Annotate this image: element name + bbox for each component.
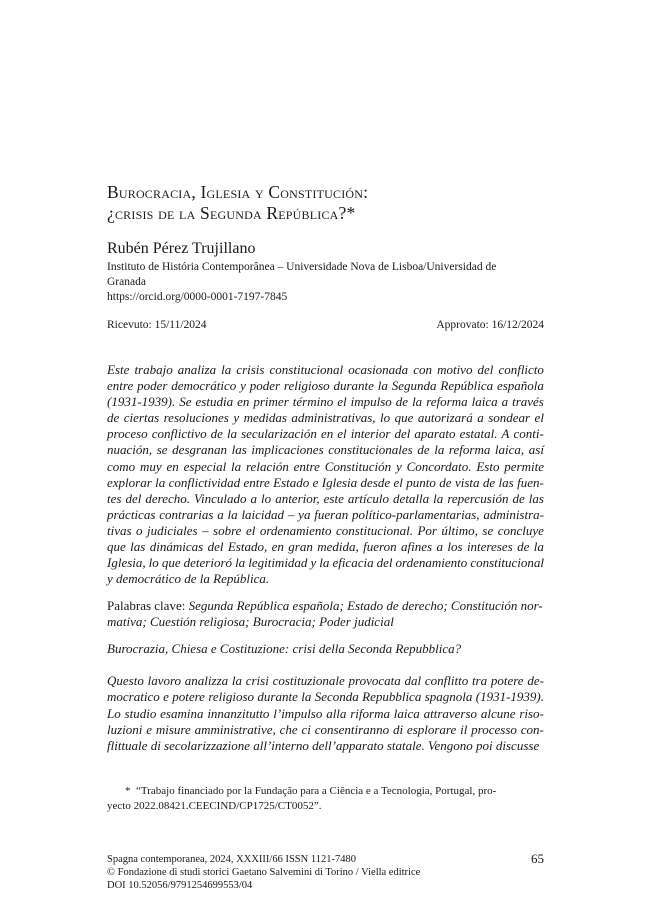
- author-name: Rubén Pérez Trujillano: [107, 240, 256, 257]
- title-line-1: Burocracia, Iglesia y Constitución:: [107, 182, 369, 202]
- page-number: 65: [531, 851, 544, 866]
- keywords-values-1: Segunda República española; Estado de derecho; Constitución nor-: [188, 598, 543, 613]
- keywords: [107, 598, 544, 630]
- approved-date: Approvato: 16/12/2024: [436, 319, 544, 331]
- keywords-label: Palabras clave:: [107, 598, 186, 613]
- abstract-italian: [107, 673, 544, 754]
- abstract-es-line: explorar la conflictividad entre Estado e Iglesia desde el punto de vista de las fuen-: [107, 474, 544, 490]
- abstract-it-line: Questo lavoro analizza la crisi costituzionale provocata dal conflitto tra potere de-: [107, 673, 544, 688]
- abstract-it-line: mocratico e potere religioso durante la Seconda Repubblica spagnola (1931-1939).: [107, 689, 544, 705]
- footnote-text-1: “Trabajo financiado por la Fundação para a Ciência e a Tecnologia, Portugal, pro-: [136, 785, 497, 797]
- keywords-line-1: [107, 598, 544, 614]
- author-affiliation: [107, 260, 547, 290]
- title-line-2: ¿crisis de la Segunda República?*: [107, 203, 356, 223]
- footnote-line-2: yecto 2022.08421.CEECIND/CP1725/CT0052”.: [107, 800, 322, 812]
- page-footer: [107, 853, 544, 892]
- received-date: Ricevuto: 15/11/2024: [107, 319, 207, 331]
- abstract-es-line: tivas o judiciales – sobre el ordenamiento constitucional. Por último, se concluye: [107, 522, 544, 538]
- footnote-line-1: [107, 784, 544, 799]
- affiliation-line-1: Instituto de História Contemporânea – Universidade Nova de Lisboa/Universidad de: [107, 261, 497, 273]
- abstract-es-line: y democrático de la República.: [107, 571, 270, 587]
- abstract-es-line: Iglesia, lo que deterioró la legitimidad y la eficacia del ordenamiento constitucional: [107, 555, 544, 571]
- submission-dates: [107, 318, 544, 333]
- footer-copyright: © Fondazione di studi storici Gaetano Salvemini di Torino / Viella editrice: [107, 867, 421, 878]
- footer-doi: DOI 10.52056/9791254699553/04: [107, 880, 253, 891]
- keywords-values-2: mativa; Cuestión religiosa; Burocracia; Poder judicial: [107, 614, 394, 629]
- abstract-es-line: proceso conflictivo de la secularización en el interior del aparato estatal. A conti-: [107, 426, 544, 442]
- abstract-it-line: Lo studio esamina innanzitutto l’impulso alla riforma laica attraverso alcune riso-: [107, 705, 544, 721]
- abstract-spanish: [107, 362, 544, 587]
- abstract-es-line: prácticas contrarias a la laicidad – ya fueran político-parlamentarias, administra-: [107, 506, 544, 522]
- footer-journal: Spagna contemporanea, 2024, XXXIII/66 ISSN 1121-7480: [107, 854, 356, 865]
- abstract-it-line: luzioni e misure amministrative, che ci consentiranno di esplorare il processo con-: [107, 721, 544, 737]
- abstract-es-line: de ciertas resoluciones y medidas administrativas, lo que autorizará a sondear el: [107, 410, 544, 426]
- italian-title: Burocrazia, Chiesa e Costituzione: crisi della Seconda Repubblica?: [107, 641, 462, 656]
- abstract-es-line: Este trabajo analiza la crisis constitucional ocasionada con motivo del conflicto: [107, 362, 544, 377]
- abstract-es-line: (1931-1939). Se estudia en primer término el impulso de la reforma laica a través: [107, 394, 544, 410]
- affiliation-line-2: Granada: [107, 276, 146, 288]
- abstract-es-line: tes del derecho. Vinculado a lo anterior, este artículo detalla la repercusión de las: [107, 490, 544, 506]
- abstract-it-line: flittuale di secolarizzazione all’interno dell’apparato statale. Vengono poi discusse: [107, 738, 540, 754]
- abstract-es-line: como muy en especial la relación entre Constitución y Concordato. Esto permite: [107, 458, 544, 474]
- keywords-line-2: [107, 614, 544, 630]
- abstract-es-line: entre poder democrático y poder religioso durante la Segunda República española: [107, 378, 544, 394]
- orcid-link[interactable]: https://orcid.org/0000-0001-7197-7845: [107, 291, 288, 303]
- footnote: [107, 784, 544, 814]
- footnote-marker: *: [125, 785, 131, 797]
- abstract-es-line: nuación, se desgranan las implicaciones constitucionales de la reforma laica, así: [107, 442, 544, 458]
- article-title: [107, 182, 547, 224]
- abstract-es-line: que las dinámicas del Estado, en gran medida, fueron afines a los intereses de la: [107, 539, 544, 555]
